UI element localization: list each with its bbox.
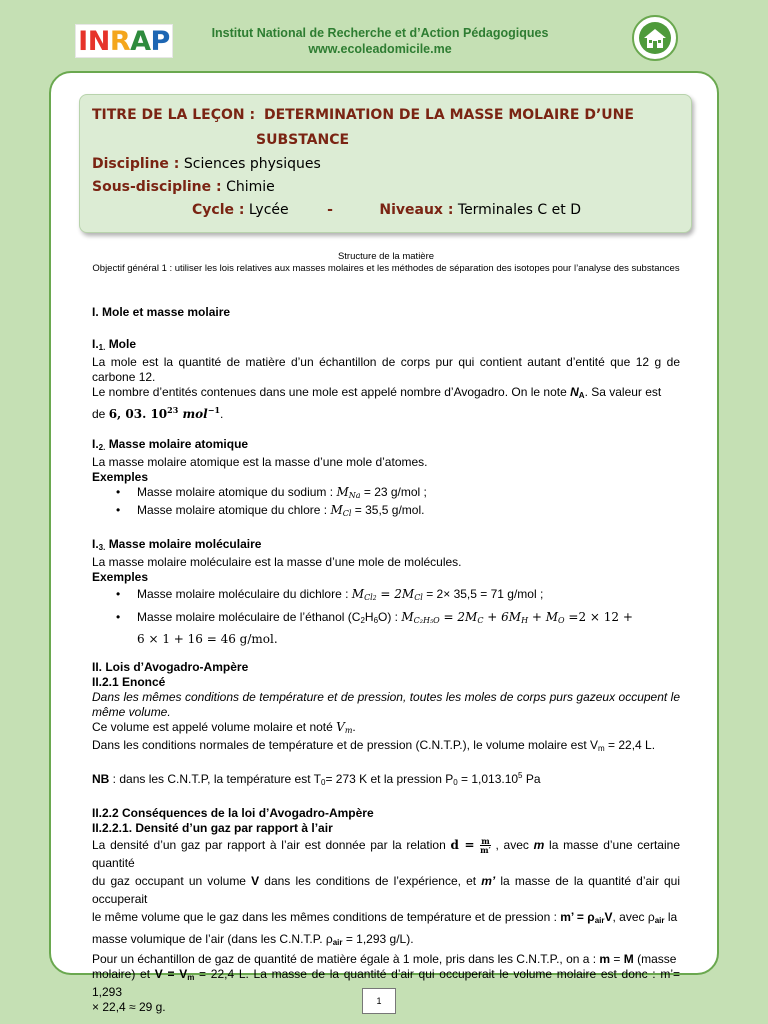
document-content [92,251,680,1015]
objective: Objectif général 1 : utiliser les lois relatives aux masses molaires et les méthodes de séparation des isotopes pour l’analyse des substances [92,263,680,274]
section-1-title: I. Mole et masse molaire [92,305,231,319]
atomic-examples-list [92,485,680,521]
section-1-1-title: $I._{1.}$ Mole [92,337,137,352]
header-text [190,25,570,57]
density-paragraph: La densité d’un gaz par rapport à l’air est donnée par la relation d = $\frac{m}{m'}$ , avec m la masse d’une certaine quantité du gaz occupant un volume V dans les conditions de l’expérience, et m’ la masse de la quantité d’air qui occuperait le même volume que le gaz dans les mêmes conditions de température et de pression : m’ = $\rho_{air}V$, avec $\rho_{air}$ la masse volumique de l’air (dans les C.N.T.P. $\rho_{air} = 1,293$ g/L). [92,836,680,948]
institute-name: Institut National de Recherche et d’Action Pédagogiques [211,26,549,40]
lesson-title: TITRE DE LA LEÇON : DETERMINATION DE LA MASSE MOLAIRE D’UNE [92,107,634,123]
molecular-definition: La masse molaire moléculaire est la masse d’une mole de molécules. [92,555,462,569]
vm-text: Ce volume est appelé volume molaire et noté $V_m$. [92,720,356,735]
density-fraction: $\frac{m}{m'}$ [480,836,491,856]
avogadro-value: de 6, 03. $10^{23}$ mol$^{-1}$. [92,405,224,421]
section-1-3-title: $I._{3.}$ Masse molaire moléculaire [92,537,262,552]
cntp-text: Dans les conditions normales de température et de pression (C.N.T.P.), le volume molaire est $V_m = 22,4$ L. [92,738,656,753]
inrap-logo: IN R A P [75,24,173,58]
law-statement: Dans les mêmes conditions de température et de pression, toutes les moles de corps purs gazeux occupent le même volume. [92,690,680,719]
section-2-1-title: II.2.1 Enoncé [92,675,166,689]
mole-definition: La mole est la quantité de matière d’un échantillon de corps pur qui contient autant d’entité que 12 g de carbone 12. [92,355,680,384]
nb-note: NB : dans les C.N.T.P, la température est $T_0= 273$ K et la pression $P_0 = 1,013.10^5$ Pa [92,771,541,787]
page-number: 1 [362,988,396,1014]
website-link[interactable]: www.ecoleadomicile.me [308,42,452,56]
document-page [49,71,719,1015]
section-1-2-title: $I._{2.}$ Masse molaire atomique [92,437,249,452]
sub-discipline: Sous-discipline : Chimie [92,179,275,195]
school-house-icon [632,15,678,61]
discipline: Discipline : Sciences physiques [92,156,321,172]
section-2-2-1-title: II.2.2.1. Densité d’un gaz par rapport à l’air [92,821,333,835]
molecular-examples-list [92,585,680,648]
examples-label: Exemples [92,470,149,484]
section-2-2-title: II.2.2 Conséquences de la loi d’Avogadro-Ampère [92,806,374,820]
cycle-levels: Cycle : Lycée - Niveaux : Terminales C et D [192,202,581,218]
list-item: • Masse molaire moléculaire du dichlore : $M_{Cl2} = 2M_{Cl} = 2\times 35,5 = 71$ g/mol ; [116,585,680,608]
avogadro-text: Le nombre d’entités contenues dans une mole est appelé nombre d’Avogadro. On le note $N_A$. Sa valeur est [92,385,662,400]
list-item: • Masse molaire moléculaire de l’éthanol $(C_2H_6O)$ : $M_{C_2H_5O} = 2M_C + 6M_H + M_O =2 \times 12$ + 6 × 1 + 16 = 46 g/mol. [116,608,680,648]
section-2-title: II. Lois d’Avogadro-Ampère [92,660,249,674]
examples-label-2: Exemples [92,570,149,584]
atomic-definition: La masse molaire atomique est la masse d’une mole d’atomes. [92,455,428,469]
list-item: • Masse molaire atomique du chlore : $M_{Cl} = 35,5$ g/mol. [116,503,680,521]
lesson-title-cont: SUBSTANCE [256,132,350,148]
topic: Structure de la matière [337,251,435,262]
lesson-title-box [79,94,692,233]
list-item: • Masse molaire atomique du sodium : $M_{Na} = 23$ g/mol ; [116,485,680,503]
mole-sample-paragraph: Pour un échantillon de gaz de quantité de matière égale à 1 mole, pris dans les C.N.T.P., on a : m = M (masse molaire) et $V = V_m = 22,4$ L. La masse de la quantité d’air qui occuperait le volume molaire est donc : m’= 1,293 × 22,4 ≈ 29 g. [92,952,681,1015]
